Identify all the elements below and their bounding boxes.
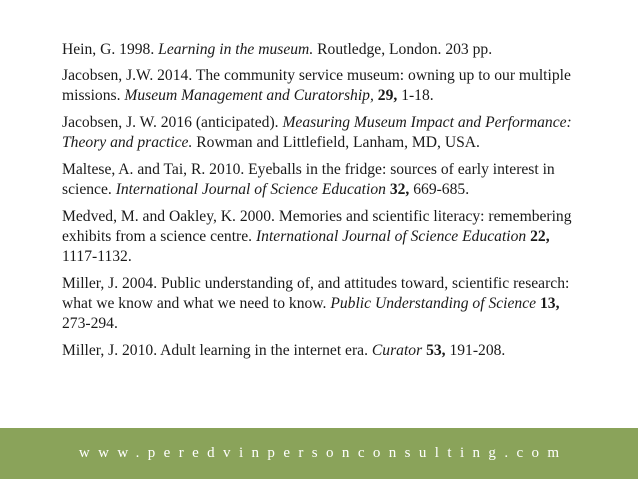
reference-text: Medved, M. and Oakley, K. 2000. Memories and scientific literacy: remembering exhibits from a science centre. xyxy=(62,208,572,245)
reference-text: 1117-1132. xyxy=(62,248,132,265)
reference-text: Maltese, A. and Tai, R. 2010. Eyeballs in the fridge: sources of early interest in science. xyxy=(62,161,555,198)
reference-entry xyxy=(62,274,582,334)
reference-text: 191-208. xyxy=(445,342,506,359)
reference-title: Measuring Museum Impact and Performance: Theory and practice. xyxy=(62,114,572,151)
reference-title: International Journal of Science Education xyxy=(115,181,386,198)
reference-text: Jacobsen, J. W. 2016 (anticipated). xyxy=(62,114,283,131)
footer-bar xyxy=(0,428,638,479)
reference-entry xyxy=(62,66,582,106)
reference-text: Routledge, London. 203 pp. xyxy=(313,41,493,58)
reference-entry xyxy=(62,40,582,60)
reference-text: Rowman and Littlefield, Lanham, MD, USA. xyxy=(192,134,480,151)
reference-volume: 22, xyxy=(530,228,550,245)
reference-entry xyxy=(62,207,582,267)
reference-title: Curator xyxy=(371,342,423,359)
reference-text: Hein, G. 1998. xyxy=(62,41,159,58)
reference-title: International Journal of Science Education xyxy=(255,228,527,245)
reference-entry xyxy=(62,160,582,200)
reference-text: Miller, J. 2004. Public understanding of, and attitudes toward, scientific research: what we know and what we need to know. xyxy=(62,275,570,312)
reference-title: Learning in the museum. xyxy=(158,41,314,58)
reference-text: 669-685. xyxy=(409,181,470,198)
reference-entry xyxy=(62,113,582,153)
reference-volume: 13, xyxy=(539,295,560,312)
reference-text: 273-294. xyxy=(62,315,118,332)
reference-text: Jacobsen, J.W. 2014. The community service museum: owning up to our multiple missions. xyxy=(62,67,571,104)
reference-title: Museum Management and Curatorship, xyxy=(124,87,374,104)
reference-entry xyxy=(62,341,582,361)
reference-text: Miller, J. 2010. Adult learning in the internet era. xyxy=(62,342,372,359)
reference-text: 1-18. xyxy=(397,87,434,104)
reference-list xyxy=(62,40,582,368)
reference-volume: 53, xyxy=(426,342,446,359)
reference-volume: 32, xyxy=(389,181,410,198)
reference-volume: 29, xyxy=(377,87,398,104)
reference-title: Public Understanding of Science xyxy=(330,295,537,312)
footer-website-url[interactable]: www.peredvinpersonconsulting.com xyxy=(78,445,568,461)
